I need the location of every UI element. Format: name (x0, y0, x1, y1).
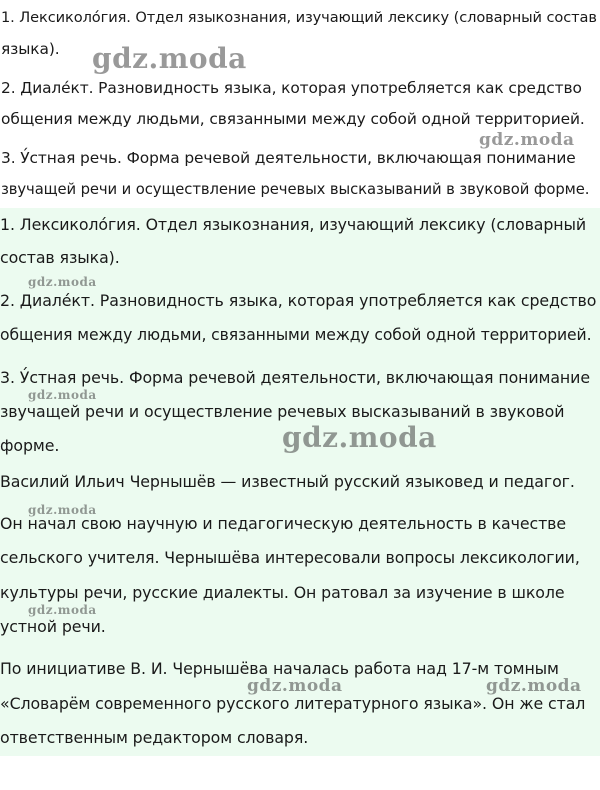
answer-line-1: 1. Лексиколо́гия. Отдел языкознания, изучающий лексику (словарный (0, 215, 587, 234)
task-line-4: общения между людьми, связанными между собой одной территорией. (1, 110, 585, 128)
answer-line-6: звучащей речи и осуществление речевых высказываний в звуковой (0, 402, 565, 421)
watermark: gdz.moda (28, 603, 97, 617)
task-text-block (0, 0, 600, 208)
answer-line-3: 2. Диале́кт. Разновидность языка, которая употребляется как средство (0, 291, 597, 310)
watermark: gdz.moda (247, 676, 343, 696)
answer-line-15: ответственным редактором словаря. (0, 728, 309, 747)
answer-line-4: общения между людьми, связанными между собой одной территорией. (0, 326, 592, 344)
answer-line-9: Он начал свою научную и педагогическую деятельность в качестве (0, 514, 567, 533)
answer-line-2: состав языка). (0, 248, 120, 267)
answer-line-8: Василий Ильич Чернышёв — известный русский языковед и педагог. (0, 472, 575, 491)
watermark: gdz.moda (479, 130, 575, 150)
task-line-1: 1. Лексиколо́гия. Отдел языкознания, изучающий лексику (словарный состав (1, 9, 597, 26)
task-line-6: звучащей речи и осуществление речевых высказываний в звуковой форме. (1, 181, 590, 198)
watermark: gdz.moda (28, 503, 97, 517)
answer-line-11: культуры речи, русские диалекты. Он ратовал за изучение в школе (0, 583, 565, 602)
answer-line-10: сельского учителя. Чернышёва интересовали вопросы лексикологии, (0, 548, 580, 567)
answer-line-12: устной речи. (0, 617, 106, 636)
answer-line-5: 3. У́стная речь. Форма речевой деятельности, включающая понимание (0, 368, 590, 387)
answer-line-7: форме. (0, 436, 60, 455)
answer-line-14: «Словарём современного русского литературного языка». Он же стал (0, 694, 586, 713)
answer-line-13: По инициативе В. И. Чернышёва началась работа над 17-м томным (0, 659, 559, 678)
watermark: gdz.moda (28, 388, 97, 402)
watermark: gdz.moda (282, 421, 437, 454)
task-line-3: 2. Диале́кт. Разновидность языка, которая употребляется как средство (1, 79, 582, 97)
task-line-2: языка). (1, 40, 60, 58)
watermark: gdz.moda (486, 676, 582, 696)
watermark: gdz.moda (28, 275, 97, 289)
task-line-5: 3. У́стная речь. Форма речевой деятельности, включающая понимание (1, 149, 576, 167)
watermark: gdz.moda (92, 42, 247, 75)
